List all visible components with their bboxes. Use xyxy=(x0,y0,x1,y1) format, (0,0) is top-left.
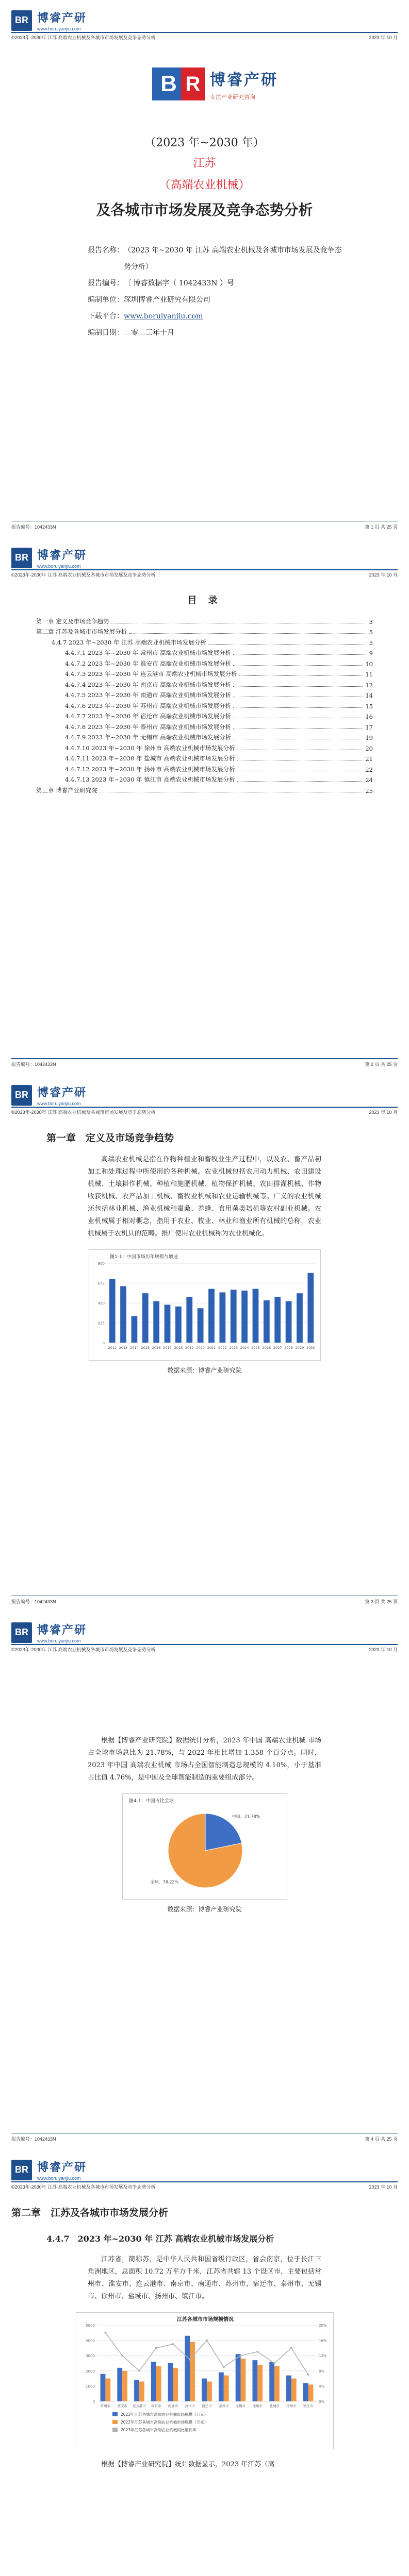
toc-item-text: 4.4.7.9 2023 年~2030 年 无锡市 高端农业机械市场发展分析 xyxy=(65,734,232,741)
toc-page-number: 24 xyxy=(365,776,373,784)
growth-point xyxy=(138,2370,140,2372)
y-tick-label: 675 xyxy=(97,1281,105,1286)
info-row xyxy=(77,308,346,325)
cover-title: 及各城市市场发展及竞争态势分析 xyxy=(96,201,313,218)
x-tick-label: 2017 xyxy=(162,1346,172,1350)
growth-point xyxy=(155,2347,157,2349)
x-tick-label: 2018 xyxy=(174,1346,183,1350)
x-tick-label: 苏州市 xyxy=(184,2404,195,2408)
doc-line: ©2023年-2030年 江苏 高端农业机械及各城市市场发展及竞争态势分析 xyxy=(11,572,156,578)
header-subline xyxy=(11,34,398,41)
y2-tick-label: 20% xyxy=(318,2324,327,2328)
chart-city-scale xyxy=(76,2312,334,2449)
bar xyxy=(285,1301,291,1343)
header-brand xyxy=(11,9,398,31)
toc-page-number: 10 xyxy=(365,660,373,668)
page-number: 第 1 页 共 25 页 xyxy=(365,524,398,530)
bar xyxy=(142,1293,148,1343)
header-brand xyxy=(11,2159,398,2181)
toc-item[interactable] xyxy=(36,773,373,784)
legend-swatch xyxy=(112,2412,118,2416)
bar xyxy=(291,2379,296,2401)
legend-swatch xyxy=(112,2428,118,2432)
growth-point xyxy=(290,2347,292,2349)
bar xyxy=(240,2359,246,2401)
toc-item[interactable] xyxy=(36,752,373,763)
chart-title: 江苏各城市市场规模情况 xyxy=(176,2317,234,2323)
bar xyxy=(202,2379,207,2401)
brand-name: 博睿产研 xyxy=(37,549,87,562)
info-label: 编制单位： xyxy=(88,296,124,304)
bar xyxy=(252,2360,257,2401)
cover-info xyxy=(77,242,346,341)
page-toc xyxy=(0,537,409,1075)
toc-page-number: 22 xyxy=(365,766,373,773)
toc-item-text: 4.4.7.2 2023 年~2030 年 淮安市 高端农业机械市场发展分析 xyxy=(65,659,232,667)
toc-item-text: 4.4.7.3 2023 年~2030 年 连云港市 高端农业机械市场发展分析 xyxy=(65,670,237,677)
x-tick-label: 常州市 xyxy=(100,2404,110,2408)
doc-date: 2023 年 10 月 xyxy=(369,1110,398,1115)
bar xyxy=(207,2382,212,2401)
y-tick-label: 0 xyxy=(102,1341,105,1345)
y2-tick-label: 16% xyxy=(318,2338,327,2343)
x-tick-label: 2015 xyxy=(141,1346,150,1350)
toc-page-number: 3 xyxy=(369,618,373,625)
toc-page-number: 5 xyxy=(369,639,373,647)
toc-page-number: 11 xyxy=(365,671,373,678)
body-paragraph: 根据【博睿产业研究院】数据统计分析，2023 年中国 高端农业机械 市场占全球市场总比为 21.78%，与 2022 年相比增加 1.358 个百分点。同时，2023 年中国 高端农业机械 市场占全国智能制造总规模的 4.10%，小于基准占比值 4.76%，是中国及全球智能制造的重要组成部分。 xyxy=(88,1737,321,1782)
toc-item[interactable] xyxy=(36,710,373,721)
report-no: 报告编号：1042433N xyxy=(11,1599,56,1604)
header-subline xyxy=(11,1646,398,1653)
toc-leader xyxy=(233,728,363,729)
chart-national-scale xyxy=(89,1249,321,1361)
bar xyxy=(269,2362,274,2401)
info-label: 报告编号： xyxy=(88,279,124,287)
brand-name: 博睿产研 xyxy=(37,1623,87,1636)
toc-item-text: 4.4.7.7 2023 年~2030 年 宿迁市 高端农业机械市场发展分析 xyxy=(65,713,232,720)
header-brand xyxy=(11,1084,398,1106)
toc-page-number: 20 xyxy=(365,744,373,752)
page-chapter1 xyxy=(0,1075,409,1612)
x-tick-label: 盐城市 xyxy=(269,2404,280,2408)
info-value: 〔 博睿数据字（ 1042433N ）号 xyxy=(124,279,234,287)
doc-line: ©2023年-2030年 江苏 高端农业机械及各城市市场发展及竞争态势分析 xyxy=(11,1110,156,1115)
x-tick-label: 镇江市 xyxy=(303,2404,313,2408)
cover-product: （高端农业机械） xyxy=(159,179,250,192)
x-tick-label: 2012 xyxy=(107,1346,117,1350)
toc-item[interactable] xyxy=(36,731,373,742)
growth-point xyxy=(189,2359,191,2361)
x-tick-label: 2019 xyxy=(185,1346,194,1350)
bar xyxy=(219,1292,225,1343)
header-rule xyxy=(11,1644,398,1645)
y-tick-label: 1000 xyxy=(85,2384,95,2389)
y2-tick-label: 8% xyxy=(318,2369,324,2374)
x-tick-label: 2020 xyxy=(195,1346,205,1350)
slice-label: 中国，21.78% xyxy=(232,1814,260,1819)
toc-item-text: 第一章 定义及市场竞争趋势 xyxy=(36,617,109,625)
x-tick-label: 淮安市 xyxy=(117,2404,127,2408)
toc-leader xyxy=(233,665,363,666)
x-tick-label: 2027 xyxy=(273,1346,282,1350)
x-tick-label: 2024 xyxy=(240,1346,249,1350)
toc-leader xyxy=(233,686,363,687)
y-tick-label: 4000 xyxy=(85,2338,95,2343)
x-tick-label: 2013 xyxy=(119,1346,127,1350)
x-tick-label: 南通市 xyxy=(168,2404,178,2408)
toc-item-text: 4.4.7.4 2023 年~2030 年 南京市 高端农业机械市场发展分析 xyxy=(65,681,232,688)
chart-title: 图4-1：中国占比全球 xyxy=(128,1799,174,1804)
toc-page-number: 12 xyxy=(365,681,373,689)
x-tick-label: 2030 xyxy=(306,1346,315,1350)
doc-date: 2023 年 10 月 xyxy=(369,2184,398,2190)
cover-brand-name: 博睿产研 xyxy=(210,72,278,89)
x-tick-label: 宿迁市 xyxy=(201,2404,212,2408)
x-tick-label: 2025 xyxy=(251,1346,260,1350)
toc-leader xyxy=(239,675,364,676)
toc-leader xyxy=(233,707,363,708)
info-value: 深圳博睿产业研究有限公司 xyxy=(124,296,210,304)
bar xyxy=(208,1289,215,1343)
y-tick-label: 3000 xyxy=(85,2354,95,2359)
page-number: 第 2 页 共 25 页 xyxy=(365,1062,398,1067)
bar xyxy=(230,1290,236,1343)
bar xyxy=(105,2379,110,2401)
toc-page-number: 9 xyxy=(369,650,373,657)
toc-page-number: 5 xyxy=(369,629,373,636)
toc-item[interactable] xyxy=(36,720,373,731)
logo-r-icon: R xyxy=(181,67,205,100)
y-tick-label: 0 xyxy=(92,2400,95,2404)
header-subline xyxy=(11,1109,398,1115)
toc-item[interactable] xyxy=(36,625,373,636)
info-value: （2023 年~2030 年 江苏 高端农业机械及各城市市场发展及竞争态势分析） xyxy=(124,246,342,271)
bar xyxy=(153,1301,159,1343)
info-label: 报告名称： xyxy=(88,246,124,255)
chart-share-pie xyxy=(122,1793,287,1900)
body-paragraph: 根据【博睿产业研究院】统计数据显示，2023 年江苏（高 xyxy=(101,2461,275,2468)
y2-tick-label: 12% xyxy=(318,2354,327,2359)
info-row xyxy=(77,325,346,341)
doc-date: 2023 年 10 月 xyxy=(369,35,398,40)
bar xyxy=(173,2368,178,2401)
toc-page-number: 15 xyxy=(365,702,373,710)
brand-name: 博睿产研 xyxy=(37,2161,87,2174)
page-number: 第 3 页 共 25 页 xyxy=(365,1599,398,1604)
growth-point xyxy=(121,2354,123,2357)
bar xyxy=(164,1304,170,1343)
y-tick-label: 5000 xyxy=(85,2324,95,2328)
toc-item-text: 4.4.7.8 2023 年~2030 年 泰州市 高端农业机械市场发展分析 xyxy=(65,723,232,731)
brand-logo-icon: BR xyxy=(11,10,32,31)
bar xyxy=(131,1316,137,1343)
toc-title: 目 录 xyxy=(187,595,222,606)
cover-brand xyxy=(210,67,278,101)
x-tick-label: 扬州市 xyxy=(286,2404,297,2408)
info-label: 编制日期： xyxy=(88,329,124,337)
body-paragraph: 江苏省，简称苏，是中华人民共和国省级行政区，省会南京，位于长江三角洲地区，总面积 10.72 万平方千米，江苏省共辖 13 个设区市，主要包括常州市、淮安市、连云港市、南京市、南通市、苏州市、宿迁市、泰州市、无锡市、徐州市、盐城市、扬州市、镇江市。 xyxy=(88,2256,321,2300)
bar xyxy=(185,2336,190,2401)
header-rule xyxy=(11,2181,398,2182)
brand-name: 博睿产研 xyxy=(37,11,87,24)
page-footer xyxy=(11,1596,398,1605)
brand-url[interactable]: www.boruiyanjiu.com xyxy=(37,1101,81,1106)
brand-name: 博睿产研 xyxy=(37,1086,87,1099)
bar xyxy=(100,2374,105,2401)
brand-url[interactable]: www.boruiyanjiu.com xyxy=(37,26,81,31)
brand-url[interactable]: www.boruiyanjiu.com xyxy=(37,1638,81,1643)
bar xyxy=(151,2362,156,2401)
info-row xyxy=(77,275,346,292)
brand-logo-icon: BR xyxy=(11,548,32,568)
bar xyxy=(286,2376,291,2401)
bar xyxy=(274,1297,281,1343)
toc-item-text: 4.4.7.1 2023 年~2030 年 常州市 高端农业机械市场发展分析 xyxy=(65,649,232,656)
cover-logo xyxy=(152,67,278,101)
toc-item[interactable] xyxy=(36,784,373,794)
page-header xyxy=(0,2149,409,2190)
toc-item[interactable] xyxy=(36,668,373,679)
x-tick-label: 无锡市 xyxy=(235,2404,246,2408)
toc-page-number: 21 xyxy=(365,755,373,762)
toc-page-number: 14 xyxy=(365,692,373,699)
toc-page-number: 25 xyxy=(365,787,373,794)
header-rule xyxy=(11,569,398,570)
pie-chart xyxy=(123,1794,288,1897)
page-footer xyxy=(11,2133,398,2142)
x-tick-label: 2021 xyxy=(207,1346,216,1350)
header-brand xyxy=(11,547,398,569)
report-no: 报告编号：1042433N xyxy=(11,1062,56,1067)
toc-leader xyxy=(237,781,364,782)
header-subline xyxy=(11,571,398,578)
bar xyxy=(235,2354,240,2401)
slice-label: 全球，78.22% xyxy=(150,1879,178,1885)
toc-leader xyxy=(129,633,367,634)
bar xyxy=(117,2368,122,2401)
toc-item-text: 第二章 江苏及各城市市场发展分析 xyxy=(36,628,127,635)
bar xyxy=(122,2371,127,2401)
chart-caption: 数据来源：博睿产业研究院 xyxy=(167,1906,242,1913)
chart-caption: 数据来源：博睿产业研究院 xyxy=(167,1367,242,1374)
x-tick-label: 2022 xyxy=(218,1346,227,1350)
toc-list xyxy=(36,615,373,794)
x-tick-label: 2023 xyxy=(228,1346,238,1350)
brand-url[interactable]: www.boruiyanjiu.com xyxy=(37,2176,81,2181)
bar-chart xyxy=(76,2313,334,2447)
toc-item[interactable] xyxy=(36,636,373,647)
legend-label: 2023年江苏各城市高端农业机械市场规模（万元） xyxy=(120,2412,208,2417)
info-row xyxy=(77,242,346,275)
toc-item-text: 4.4.7.6 2023 年~2030 年 苏州市 高端农业机械市场发展分析 xyxy=(65,702,232,709)
bar xyxy=(190,2342,195,2401)
toc-item[interactable] xyxy=(36,699,373,710)
growth-point xyxy=(222,2366,224,2368)
toc-item[interactable] xyxy=(36,657,373,668)
header-rule xyxy=(11,32,398,33)
bar xyxy=(297,1293,303,1343)
toc-item-text: 4.4.7.11 2023 年~2030 年 盐城市 高端农业机械市场发展分析 xyxy=(65,755,235,762)
toc-item[interactable] xyxy=(36,741,373,752)
legend-label: 2022年江苏各城市高端农业机械市场规模（万元） xyxy=(120,2420,208,2425)
toc-leader xyxy=(233,654,367,655)
toc-item[interactable] xyxy=(36,762,373,773)
bar xyxy=(109,1279,115,1343)
bar xyxy=(139,2382,144,2401)
bar xyxy=(168,2363,173,2401)
x-tick-label: 2028 xyxy=(284,1346,293,1350)
page-header xyxy=(0,1075,409,1115)
y-tick-label: 225 xyxy=(97,1321,105,1326)
header-rule xyxy=(11,1107,398,1108)
bar xyxy=(257,2365,263,2401)
page-header xyxy=(0,1612,409,1652)
legend-swatch xyxy=(112,2420,118,2424)
bar-chart xyxy=(89,1250,321,1358)
x-tick-label: 徐州市 xyxy=(252,2404,263,2408)
bar xyxy=(223,2376,228,2401)
y-tick-label: 450 xyxy=(97,1301,105,1306)
bar xyxy=(263,1300,269,1343)
x-tick-label: 泰州市 xyxy=(218,2404,229,2408)
bar xyxy=(175,1307,182,1343)
toc-leader xyxy=(208,644,367,645)
x-tick-label: 2029 xyxy=(295,1346,304,1350)
cover-brand-slogan: 专注产业研究咨询 xyxy=(210,94,255,100)
brand-url[interactable]: www.boruiyanjiu.com xyxy=(37,564,81,569)
toc-item[interactable] xyxy=(36,647,373,657)
toc-item-text: 4.4.7 2023 年~2030 年 江苏 高端农业机械市场发展分析 xyxy=(52,638,206,646)
section-heading: 4.4.7 2023 年~2030 年 江苏 高端农业机械市场发展分析 xyxy=(46,2234,274,2244)
page-number: 第 4 页 共 25 页 xyxy=(365,2137,398,2142)
chapter-heading: 第二章 江苏及各城市市场发展分析 xyxy=(11,2207,169,2218)
bar xyxy=(120,1286,126,1343)
report-no: 报告编号：1042433N xyxy=(11,524,56,530)
page-chapter2 xyxy=(0,2149,409,2576)
info-value: 二零二三年十月 xyxy=(124,329,174,337)
y2-tick-label: 4% xyxy=(318,2384,324,2389)
doc-date: 2023 年 10 月 xyxy=(369,572,398,578)
toc-page-number: 16 xyxy=(365,713,373,720)
page-footer xyxy=(11,1058,398,1067)
growth-point xyxy=(104,2332,106,2334)
x-tick-label: 2026 xyxy=(262,1346,271,1350)
growth-point xyxy=(172,2343,174,2345)
info-row xyxy=(77,292,346,308)
growth-point xyxy=(256,2351,258,2353)
bar xyxy=(252,1289,258,1343)
bar xyxy=(218,2372,223,2401)
toc-item[interactable] xyxy=(36,615,373,625)
doc-date: 2023 年 10 月 xyxy=(369,1647,398,1652)
report-no: 报告编号：1042433N xyxy=(11,2137,56,2142)
toc-item-text: 4.4.7.13 2023 年~2030 年 镇江市 高端农业机械市场发展分析 xyxy=(65,776,235,783)
brand-logo-icon: BR xyxy=(11,1622,32,1643)
toc-page-number: 19 xyxy=(365,734,373,741)
body-paragraph: 高端农业机械是指在作物种植业和畜牧业生产过程中，以及农、畜产品初加工和处理过程中所使用的各种机械。农业机械包括农用动力机械、农田建设机械、土壤耕作机械、种植和施肥机械、植物保护机械、农田排灌机械、作物收获机械、农产品加工机械、畜牧业机械和农业运输机械等。广义的农业机械还包括林业机械、渔业机械和蚕桑、养蜂、食用菌类培植等农村副业机械。农业机械属于相对概念，指用于农业、牧业、林业和渔业所有机械的总称，农业机械属于农机具的范畴。推广使用农业机械称为农业机械化。 xyxy=(88,1156,321,1238)
y2-tick-label: 0% xyxy=(318,2400,324,2404)
toc-item[interactable] xyxy=(36,678,373,689)
x-tick-label: 2016 xyxy=(152,1346,160,1350)
page-cover xyxy=(0,0,409,537)
cover-region: 江苏 xyxy=(193,157,216,170)
cover-years: （2023 年~2030 年） xyxy=(144,137,265,149)
x-tick-label: 连云港市 xyxy=(132,2404,146,2408)
bar xyxy=(134,2380,139,2401)
header-brand xyxy=(11,1621,398,1643)
toc-item-text: 第三章 博睿产业研究院 xyxy=(36,786,97,794)
toc-item[interactable] xyxy=(36,689,373,700)
brand-logo-icon: BR xyxy=(11,1085,32,1106)
bar xyxy=(274,2366,280,2401)
page-footer xyxy=(11,521,398,530)
info-label: 下载平台： xyxy=(88,312,124,320)
bar xyxy=(308,2384,313,2401)
doc-line: ©2023年-2030年 江苏 高端农业机械及各城市市场发展及竞争态势分析 xyxy=(11,35,156,40)
page-header xyxy=(0,537,409,578)
bar xyxy=(307,1273,314,1343)
doc-line: ©2023年-2030年 江苏 高端农业机械及各城市市场发展及竞争态势分析 xyxy=(11,1647,156,1652)
chapter-heading: 第一章 定义及市场竞争趋势 xyxy=(46,1132,174,1144)
bar xyxy=(197,1308,203,1343)
toc-page-number: 17 xyxy=(365,723,373,731)
x-tick-label: 南京市 xyxy=(151,2404,161,2408)
x-tick-label: 2014 xyxy=(129,1346,139,1350)
toc-item-text: 4.4.7.12 2023 年~2030 年 扬州市 高端农业机械市场发展分析 xyxy=(65,765,235,773)
y-tick-label: 2000 xyxy=(85,2369,95,2374)
bar xyxy=(186,1297,192,1343)
header-subline xyxy=(11,2183,398,2190)
toc-item-text: 4.4.7.5 2023 年~2030 年 南通市 高端农业机械市场发展分析 xyxy=(65,691,232,699)
doc-line: ©2023年-2030年 江苏 高端农业机械及各城市市场发展及竞争态势分析 xyxy=(11,2184,156,2190)
growth-point xyxy=(273,2362,275,2364)
brand-logo-icon: BR xyxy=(11,2160,32,2180)
chart-title: 图1-1：中国市场历年规模与增速 xyxy=(109,1255,178,1260)
bar xyxy=(156,2366,161,2401)
growth-point xyxy=(239,2354,241,2357)
y-tick-label: 900 xyxy=(97,1262,105,1266)
download-link[interactable]: www.boruiyanjiu.com xyxy=(124,312,203,320)
page-share xyxy=(0,1612,409,2149)
logo-b-icon: B xyxy=(152,67,185,100)
bar xyxy=(241,1291,248,1343)
growth-point xyxy=(206,2340,208,2342)
growth-point xyxy=(307,2374,309,2376)
toc-item-text: 4.4.7.10 2023 年~2030 年 徐州市 高端农业机械市场发展分析 xyxy=(65,744,235,752)
bar xyxy=(303,2383,308,2401)
legend-label: 2023年江苏各城市高端农业机械同比增长率 xyxy=(120,2428,197,2432)
page-header xyxy=(0,0,409,40)
